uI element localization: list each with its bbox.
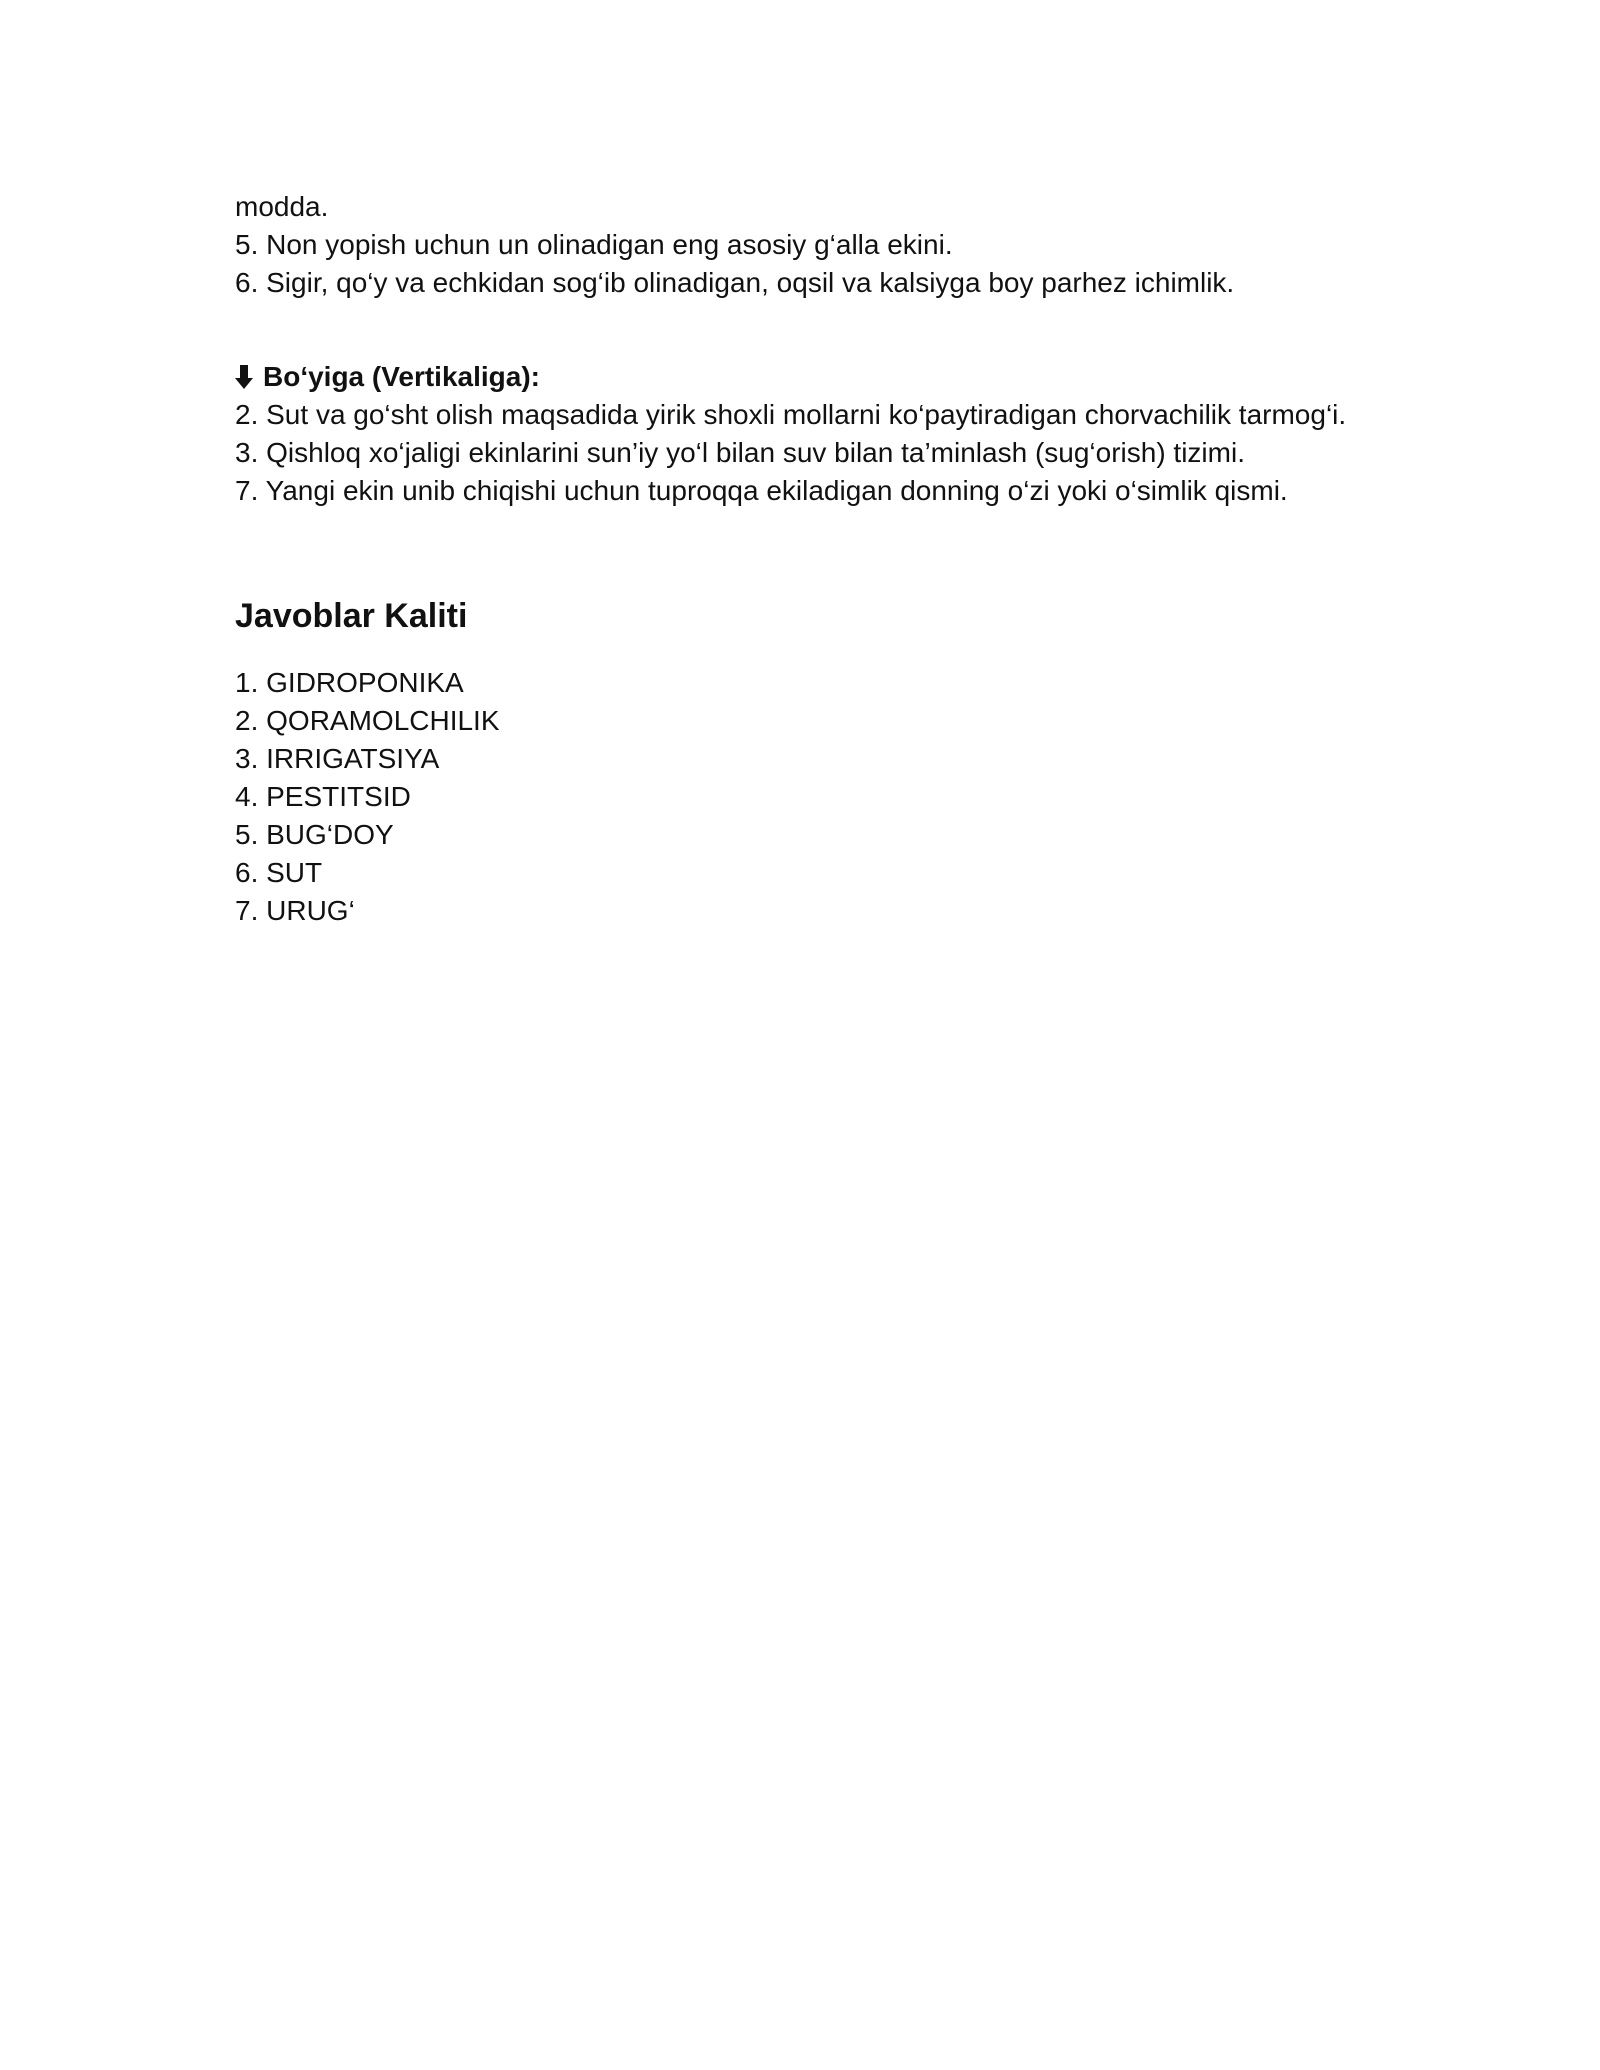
down-arrow-icon: [235, 364, 253, 390]
answer-key-section: [235, 594, 1365, 930]
document-page: [235, 188, 1365, 930]
answer-item-5: 5. BUG‘DOY: [235, 819, 394, 850]
answer-item-6: 6. SUT: [235, 857, 323, 888]
answer-item-7: 7. URUG‘: [235, 895, 355, 926]
down-clue-3: 3. Qishloq xo‘jaligi ekinlarini sun’iy yo‘l bilan suv bilan ta’minlash (sug‘orish) tizimi.: [235, 437, 1245, 468]
across-clue-5: 5. Non yopish uchun un olinadigan eng asosiy g‘alla ekini.: [235, 229, 953, 260]
clue-continuation: modda.: [235, 191, 329, 222]
across-clue-6: 6. Sigir, qo‘y va echkidan sog‘ib olinadigan, oqsil va kalsiyga boy parhez ichimlik.: [235, 267, 1235, 298]
answer-item-1: 1. GIDROPONIKA: [235, 667, 464, 698]
answer-item-2: 2. QORAMOLCHILIK: [235, 705, 500, 736]
spacer: [235, 302, 1365, 358]
down-clue-2: 2. Sut va go‘sht olish maqsadida yirik shoxli mollarni ko‘paytiradigan chorvachilik tarmog‘i.: [235, 399, 1347, 430]
across-clues-continued: [235, 188, 1365, 302]
answer-item-3: 3. IRRIGATSIYA: [235, 743, 440, 774]
spacer: [235, 510, 1365, 594]
down-clues-heading: [235, 358, 1365, 396]
answer-list: [235, 664, 1365, 930]
answer-key-title: Javoblar Kaliti: [235, 597, 468, 635]
answer-item-4: 4. PESTITSID: [235, 781, 411, 812]
down-clues-heading-text: Bo‘yiga (Vertikaliga):: [263, 361, 540, 392]
down-clues-section: [235, 358, 1365, 510]
down-clue-7: 7. Yangi ekin unib chiqishi uchun tuproqqa ekiladigan donning o‘zi yoki o‘simlik qismi.: [235, 475, 1288, 506]
